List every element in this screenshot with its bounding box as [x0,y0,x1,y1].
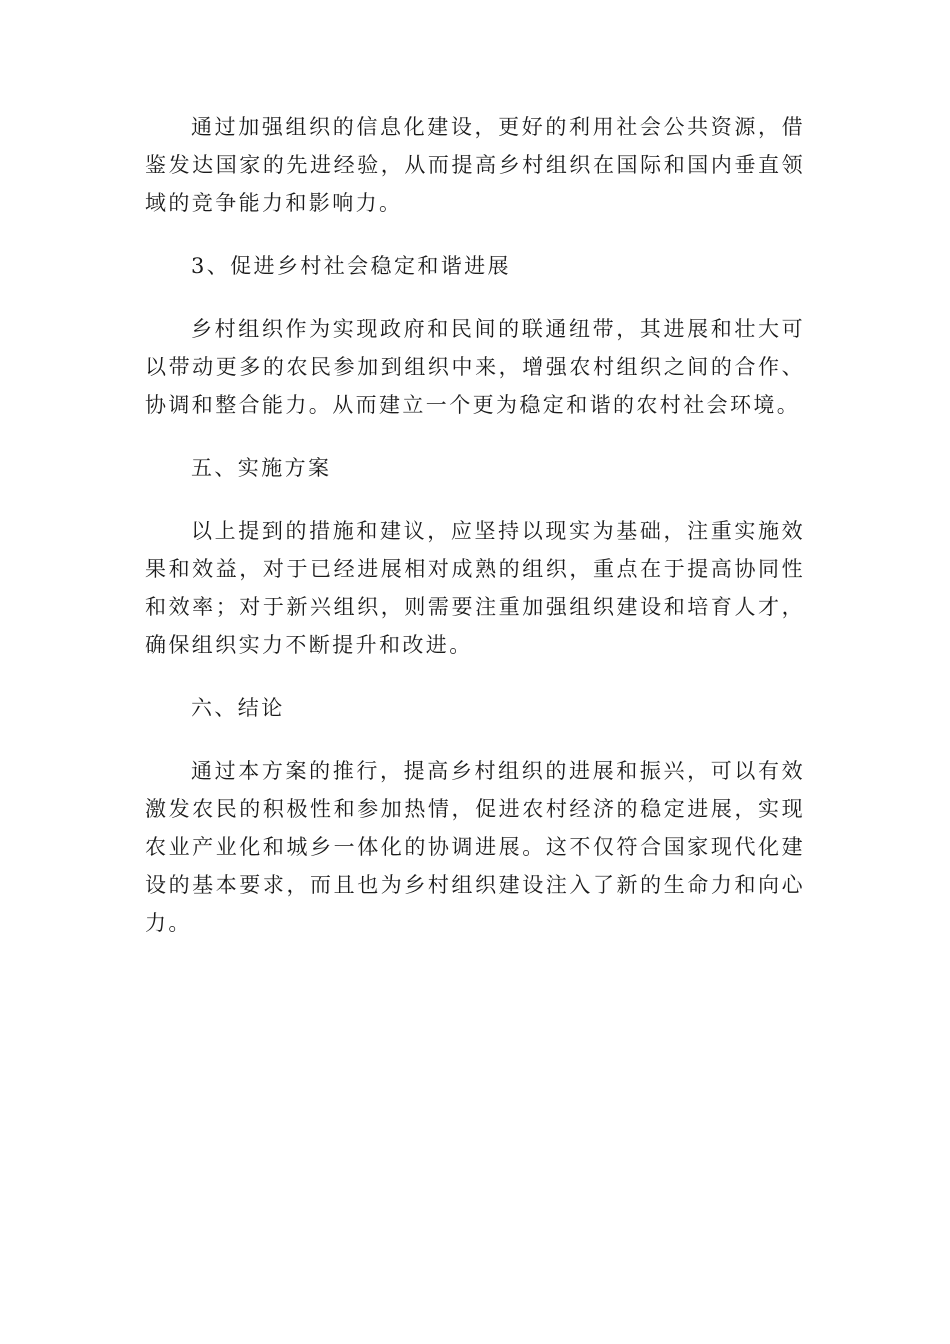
section-heading-conclusion: 六、结论 [191,696,285,720]
paragraph-conclusion: 通过本方案的推行，提高乡村组织的进展和振兴，可以有效激发农民的积极性和参加热情，促进农村经济的稳定进展，实现农业产业化和城乡一体化的协调进展。这不仅符合国家现代化建设的基本要求，而且也为乡村组织建设注入了新的生命力和向心力。 [145,759,805,935]
section-heading-social-stability: 3、促进乡村社会稳定和谐进展 [191,254,511,278]
document-body [145,108,805,967]
paragraph-implementation: 以上提到的措施和建议，应坚持以现实为基础，注重实施效果和效益，对于已经进展相对成熟的组织，重点在于提高协同性和效率；对于新兴组织，则需要注重加强组织建设和培育人才，确保组织实力不断提升和改进。 [145,519,805,657]
paragraph-informatization: 通过加强组织的信息化建设，更好的利用社会公共资源，借鉴发达国家的先进经验，从而提高乡村组织在国际和国内垂直领域的竞争能力和影响力。 [145,115,805,215]
paragraph-social-stability: 乡村组织作为实现政府和民间的联通纽带，其进展和壮大可以带动更多的农民参加到组织中来，增强农村组织之间的合作、协调和整合能力。从而建立一个更为稳定和谐的农村社会环境。 [145,317,805,417]
section-heading-implementation: 五、实施方案 [191,456,332,480]
